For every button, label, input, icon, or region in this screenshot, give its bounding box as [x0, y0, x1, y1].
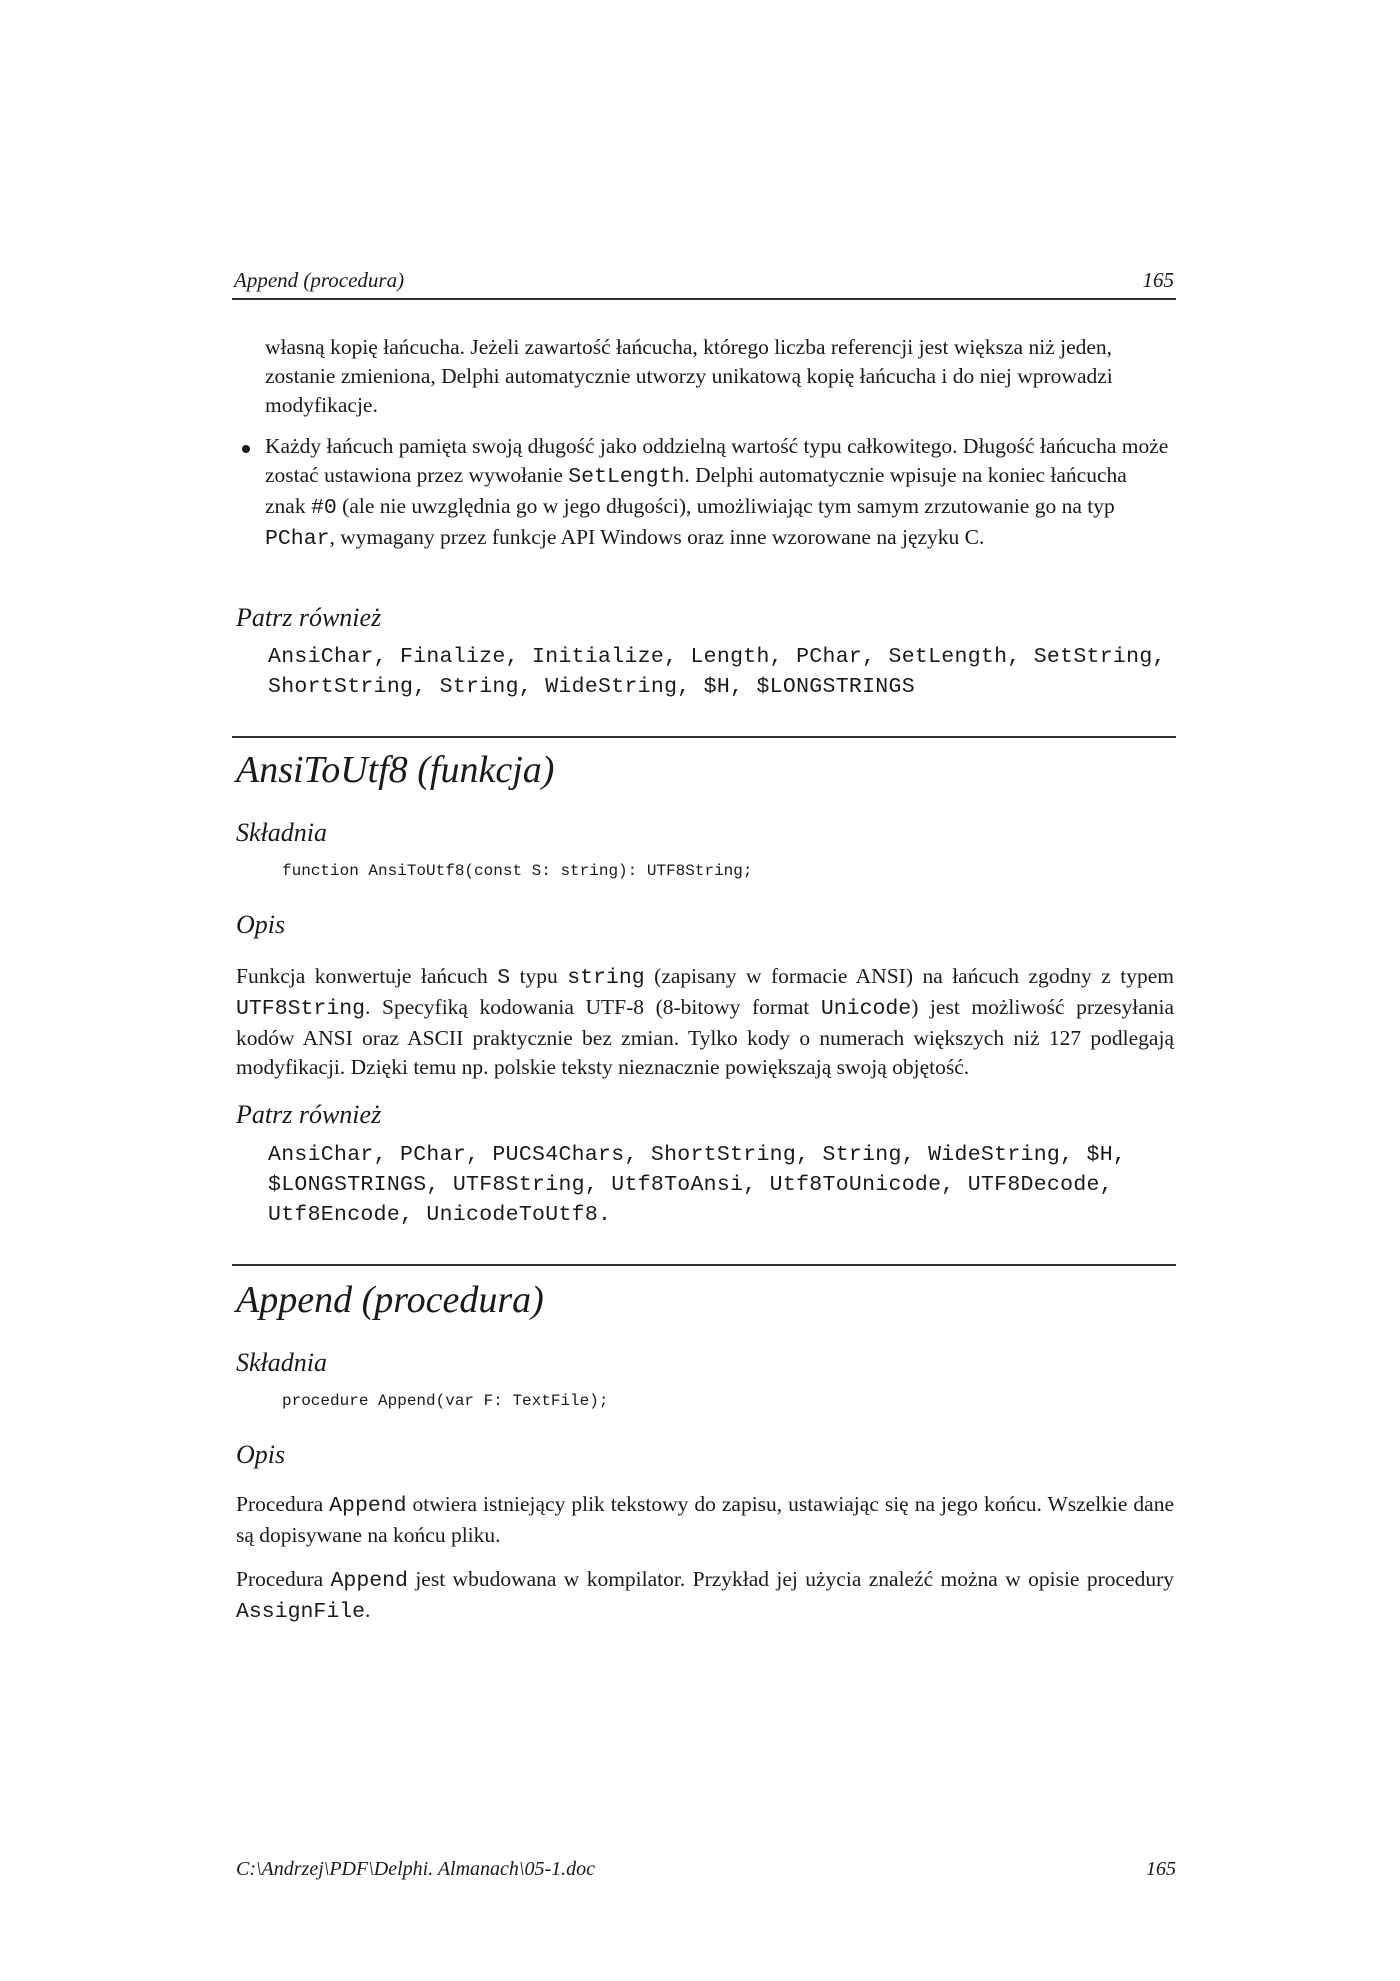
- see-also-heading: Patrz również: [236, 1100, 382, 1129]
- text-run: , wymagany przez funkcje API Windows oraz inne wzorowane na języku C.: [329, 525, 985, 549]
- text-run: ) jest możliwość przesyłania kodów ANSI oraz ASCII praktycznie bez zmian. Tylko kody o numerach większych niż 127 podlegają modyfikacji. Dzięki temu np. polskie teksty nieznacznie powiększają swoją objętość.: [236, 995, 1175, 1079]
- code-run: AssignFile: [236, 1600, 366, 1624]
- description-paragraph: [236, 962, 1174, 1082]
- text-run: typu: [510, 964, 568, 988]
- code-run: Unicode: [820, 997, 912, 1021]
- see-also-list: AnsiChar, Finalize, Initialize, Length, PChar, SetLength, SetString, ShortString, String, WideString, $H, $LONGSTRINGS: [268, 645, 1166, 699]
- text-run: (ale nie uwzględnia go w jego długości), umożliwiając tym samym zrzutowanie go na typ: [336, 494, 1115, 518]
- syntax-code: procedure Append(var F: TextFile);: [282, 1392, 609, 1410]
- text-run: Każdy łańcuch pamięta swoją długość jako oddzielną wartość typu całkowitego. Długość łańcucha może zostać ustawiona przez wywołanie: [265, 434, 1169, 487]
- running-header-page-number: 165: [1142, 268, 1174, 292]
- code-run: #0: [310, 496, 337, 520]
- syntax-code: function AnsiToUtf8(const S: string): UTF8String;: [282, 862, 753, 880]
- running-header: [232, 262, 1176, 300]
- code-run: string: [567, 966, 645, 990]
- text-run: Procedura: [236, 1492, 330, 1516]
- section-divider: [232, 736, 1176, 738]
- text-run: (zapisany w formacie ANSI) na łańcuch zgodny z typem: [644, 964, 1174, 988]
- entry-title-append: Append (procedura): [236, 1279, 544, 1321]
- bullet-icon: [242, 445, 250, 453]
- code-run: PChar: [265, 527, 330, 551]
- footer-file-path: C:\Andrzej\PDF\Delphi. Almanach\05-1.doc: [236, 1858, 596, 1880]
- code-run: UTF8String: [236, 997, 366, 1021]
- description-heading: Opis: [236, 1440, 286, 1469]
- text-run: . Specyfiką kodowania UTF-8 (8-bitowy format: [365, 995, 821, 1019]
- code-run: Append: [329, 1494, 407, 1518]
- bullet-paragraph: [265, 432, 1170, 554]
- text-run: otwiera istniejący plik tekstowy do zapisu, ustawiając się na jego końcu. Wszelkie dane są dopisywane na końcu pliku.: [236, 1492, 1175, 1547]
- running-header-title: Append (procedura): [234, 268, 405, 292]
- section-divider: [232, 1264, 1176, 1266]
- syntax-heading: Składnia: [236, 818, 327, 847]
- footer-page-number: 165: [1146, 1858, 1176, 1880]
- continuation-paragraph: własną kopię łańcucha. Jeżeli zawartość łańcucha, którego liczba referencji jest większa niż jeden, zostanie zmieniona, Delphi automatycznie utworzy unikatową kopię łańcucha i do niej wprowadzi modyfikacje.: [265, 335, 1113, 417]
- text-run: . Delphi automatycznie wpisuje na koniec łańcucha znak: [265, 463, 1127, 518]
- see-also-heading: Patrz również: [236, 603, 382, 632]
- text-run: .: [365, 1598, 371, 1622]
- text-run: Procedura: [236, 1567, 331, 1591]
- code-run: Append: [330, 1569, 408, 1593]
- code-run: S: [497, 966, 511, 990]
- syntax-heading: Składnia: [236, 1348, 327, 1377]
- text-run: Funkcja konwertuje łańcuch: [236, 964, 498, 988]
- description-paragraph: [236, 1490, 1174, 1550]
- description-paragraph: [236, 1565, 1174, 1627]
- description-heading: Opis: [236, 910, 286, 939]
- see-also-list: AnsiChar, PChar, PUCS4Chars, ShortString, String, WideString, $H, $LONGSTRINGS, UTF8String, Utf8ToAnsi, Utf8ToUnicode, UTF8Decode, Utf8Encode, UnicodeToUtf8.: [268, 1143, 1127, 1227]
- entry-title-ansitoutf8: AnsiToUtf8 (funkcja): [236, 749, 555, 791]
- text-run: jest wbudowana w kompilator. Przykład jej użycia znaleźć można w opisie procedury: [407, 1567, 1175, 1591]
- code-run: SetLength: [568, 465, 685, 489]
